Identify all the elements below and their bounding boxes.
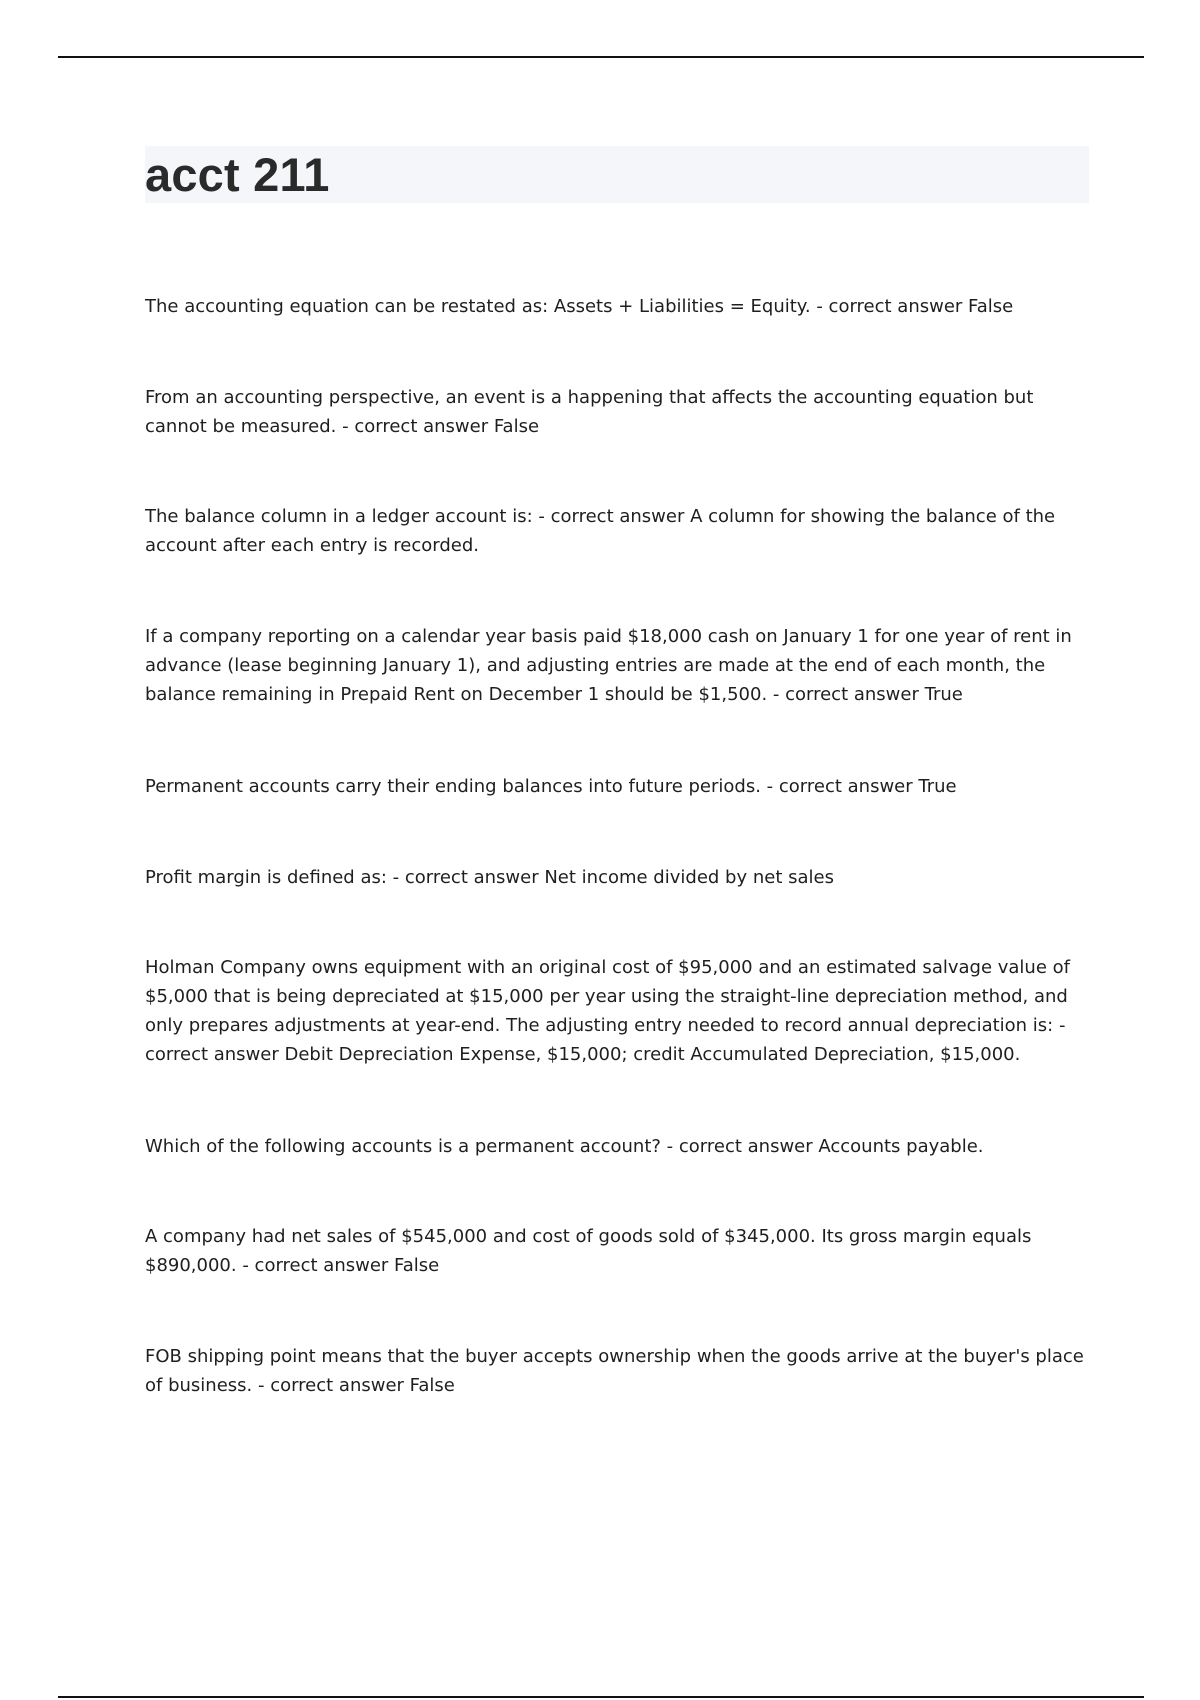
qa-question: If a company reporting on a calendar year basis paid $18,000 cash on January 1 for one year of rent in advance (lease beginning January 1), and adjusting entries are made at the end of each month, the balance remaining in Prepaid Rent on December 1 should be $1,500. [145, 626, 1072, 705]
qa-answer: True [918, 776, 957, 797]
page-title: acct 211 [145, 148, 330, 201]
qa-answer: A column for showing the balance of the account after each entry is recorded. [145, 506, 1056, 556]
qa-item [145, 383, 1095, 441]
qa-separator: - correct answer [336, 416, 494, 437]
qa-separator: - correct answer [386, 867, 545, 888]
qa-answer: False [394, 1255, 440, 1276]
qa-item [145, 863, 1095, 892]
qa-answer: True [924, 684, 963, 705]
qa-separator: - correct answer [660, 1136, 819, 1157]
qa-separator: - correct answer [236, 1255, 395, 1276]
qa-separator: - correct answer [760, 776, 919, 797]
qa-separator: - correct answer [767, 684, 925, 705]
qa-question: Profit margin is defined as: [145, 867, 387, 888]
qa-item [145, 502, 1095, 560]
qa-item [145, 1342, 1095, 1400]
qa-answer: Net income divided by net sales [544, 867, 834, 888]
qa-separator: - correct answer [145, 1015, 1066, 1065]
qa-answer: False [493, 416, 540, 437]
qa-question: Which of the following accounts is a permanent account? [145, 1136, 661, 1157]
qa-separator: - correct answer [532, 506, 691, 527]
qa-item [145, 772, 1095, 801]
qa-question: FOB shipping point means that the buyer accepts ownership when the goods arrive at the buyer's place of business. [145, 1346, 1084, 1396]
qa-answer: False [409, 1375, 455, 1396]
qa-question: Holman Company owns equipment with an original cost of $95,000 and an estimated salvage value of $5,000 that is being depreciated at $15,000 per year using the straight-line depreciation method, and only prepares adjustments at year-end. The adjusting entry needed to record annual depreciation is: [145, 957, 1070, 1036]
qa-question: The accounting equation can be restated as: Assets + Liabilities = Equity. [145, 296, 811, 317]
bottom-divider [58, 1696, 1144, 1698]
qa-item [145, 622, 1095, 709]
qa-question: Permanent accounts carry their ending balances into future periods. [145, 776, 761, 797]
qa-item [145, 292, 1095, 321]
qa-separator: - correct answer [810, 296, 969, 317]
qa-question: From an accounting perspective, an event is a happening that affects the accounting equation but cannot be measured. [145, 387, 1034, 437]
qa-answer: False [968, 296, 1014, 317]
qa-separator: - correct answer [252, 1375, 410, 1396]
qa-question: The balance column in a ledger account is: [145, 506, 533, 527]
qa-question: A company had net sales of $545,000 and cost of goods sold of $345,000. Its gross margin equals $890,000. [145, 1226, 1032, 1276]
qa-item [145, 1132, 1095, 1161]
top-divider [58, 56, 1144, 58]
qa-answer: Debit Depreciation Expense, $15,000; credit Accumulated Depreciation, $15,000. [284, 1044, 1021, 1065]
qa-item [145, 953, 1095, 1069]
qa-answer: Accounts payable. [818, 1136, 984, 1157]
qa-item [145, 1222, 1095, 1280]
